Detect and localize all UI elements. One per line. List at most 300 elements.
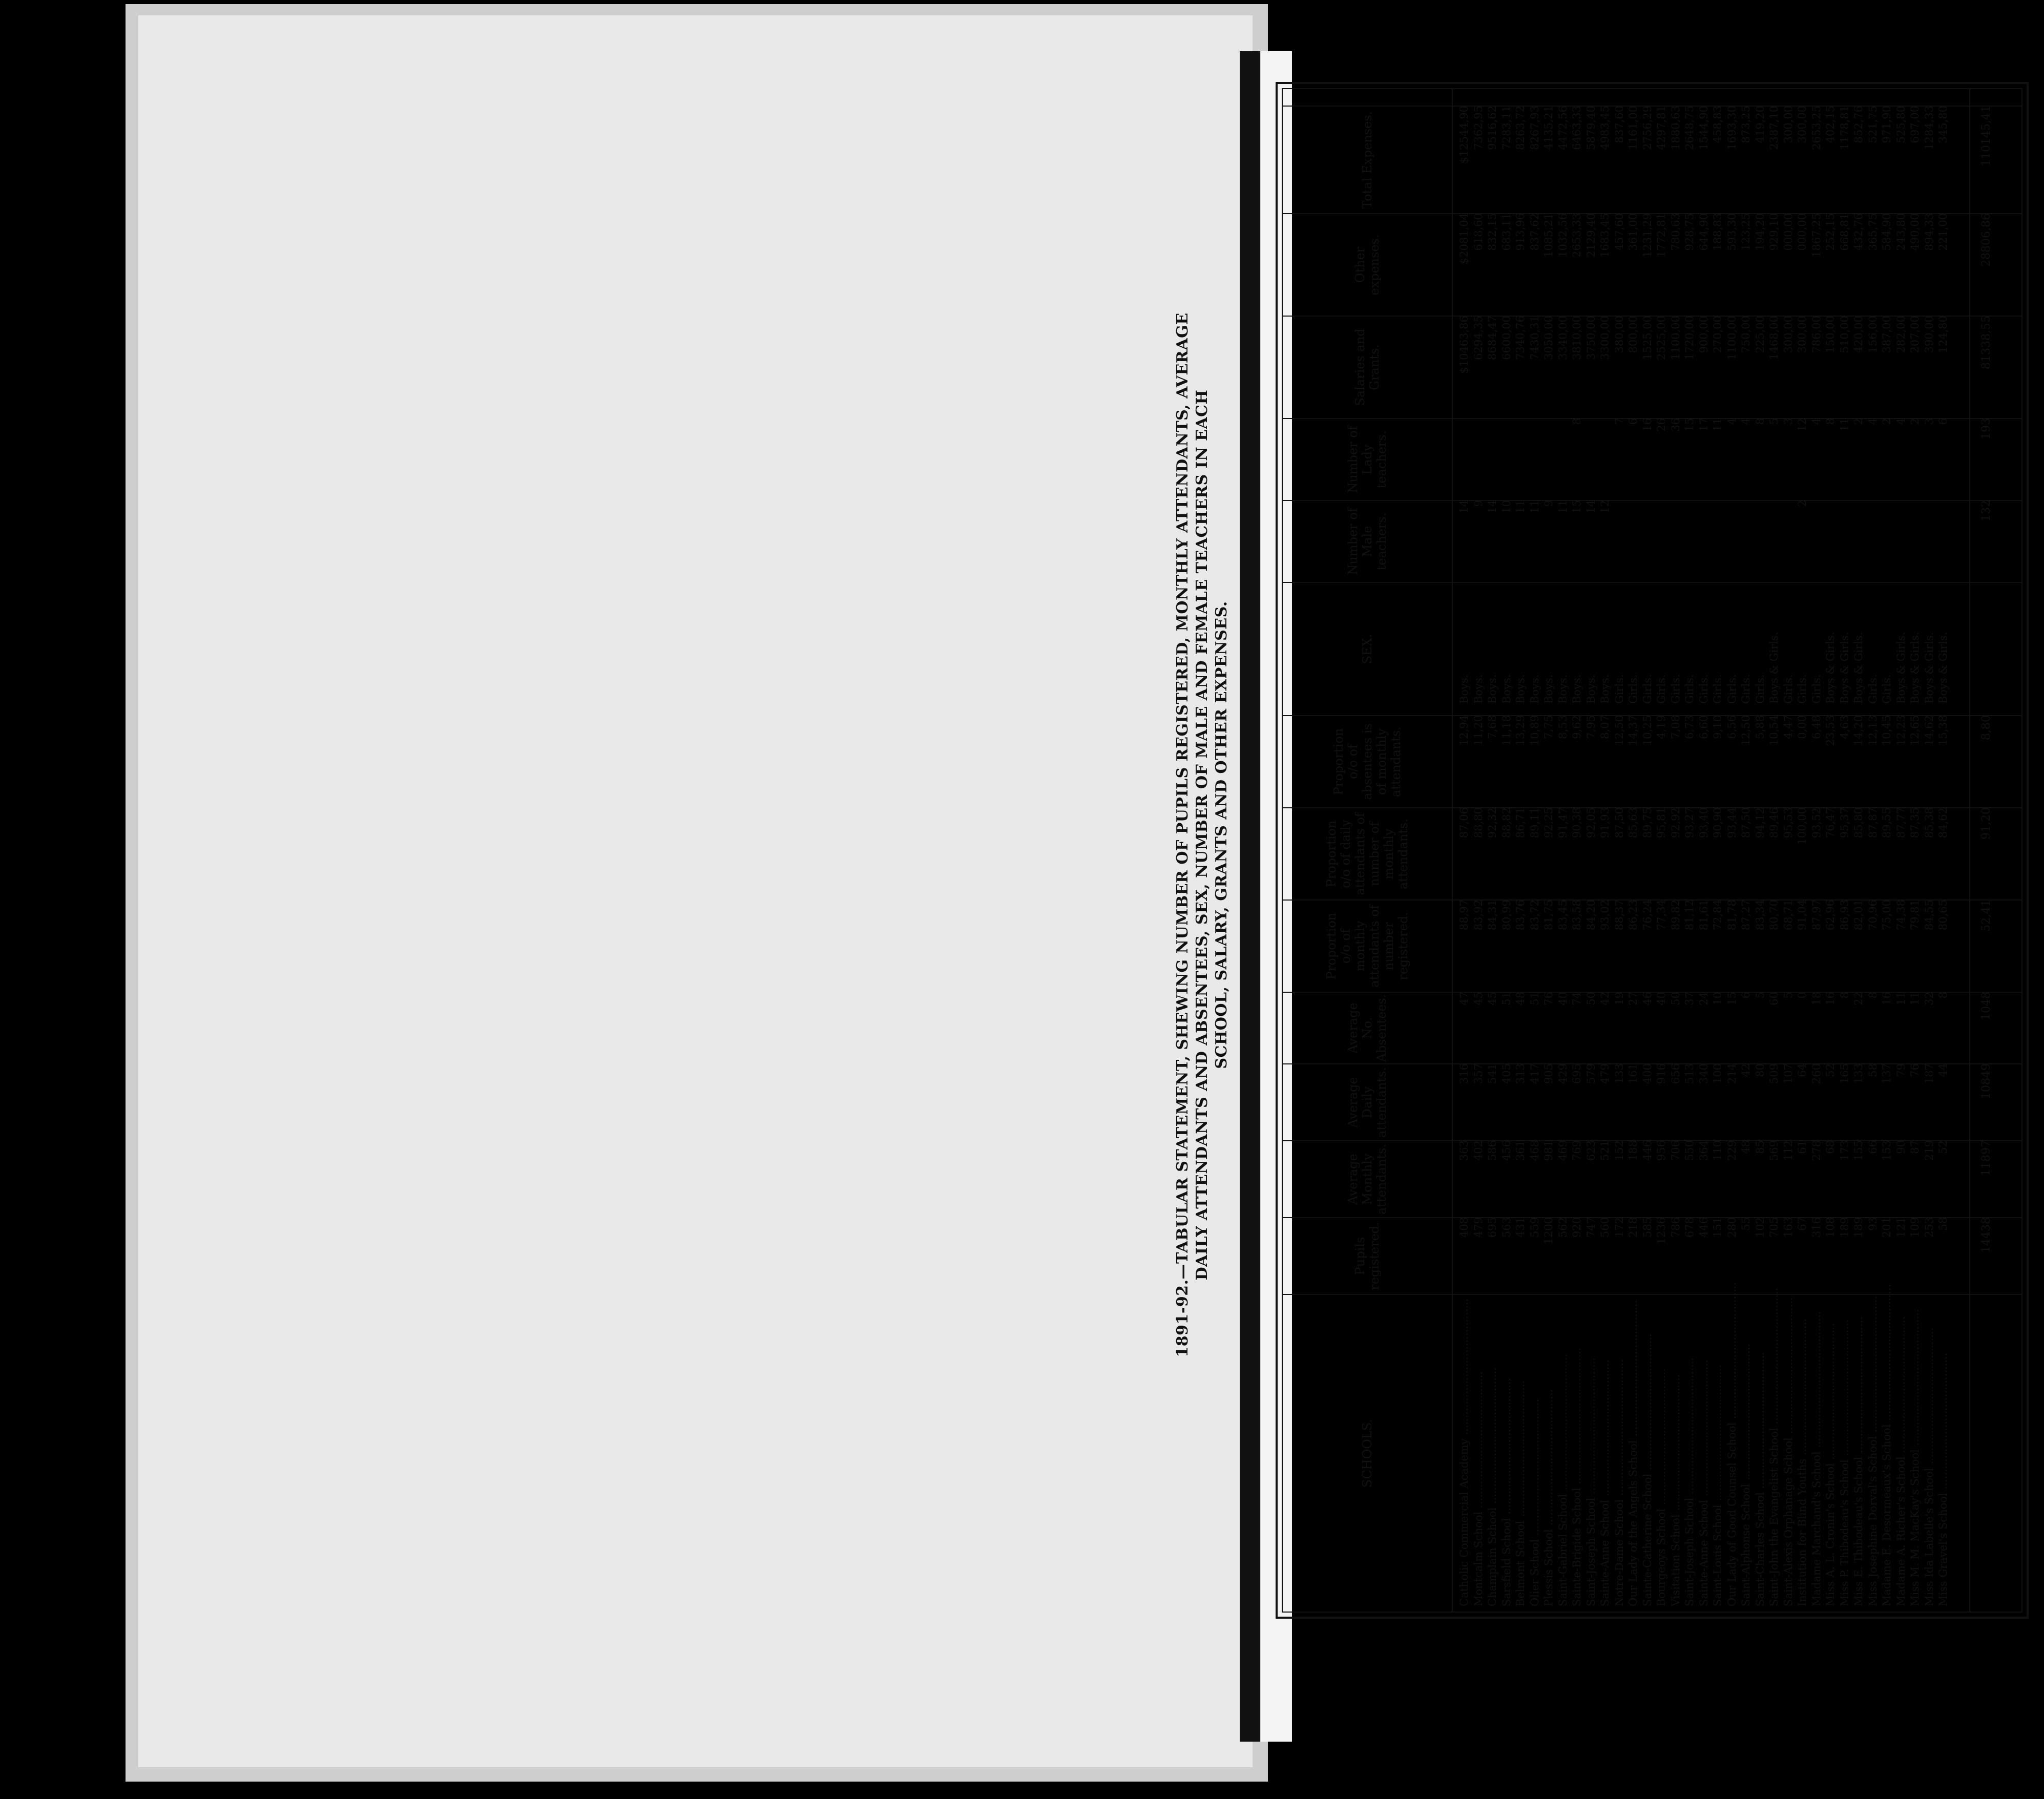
cell-p2: 88,80 (1472, 807, 1485, 839)
cell-school (1824, 1289, 1837, 1612)
leader-dots: ........................................ (1669, 1374, 1682, 1515)
cell-abs: 5 (1782, 992, 1795, 999)
cell-salary: 156,00 (1866, 316, 1879, 353)
cell-sex: Boys. (1584, 674, 1597, 704)
cell-other: 780,63 (1669, 213, 1682, 251)
cell-reg: 1236 (1655, 1217, 1667, 1245)
cell-lady: 7 (1613, 418, 1625, 425)
cell-male (1683, 493, 1696, 582)
cell-lady (1585, 411, 1597, 500)
cell-school (1641, 1289, 1654, 1612)
cell-p3: 9,62 (1571, 715, 1583, 739)
cell-school (1514, 1289, 1527, 1612)
cell-salary: 150,00 (1824, 316, 1837, 353)
leader-dots: ........................................ (1514, 1380, 1527, 1521)
cell-p3: 10,45 (1881, 715, 1893, 746)
leader-dots: ........................................ (1909, 1309, 1921, 1450)
cell-salary: 1100,00 (1725, 316, 1738, 360)
cell-salary: 380,00 (1613, 316, 1625, 353)
cell-p2: 85,80 (1852, 807, 1865, 839)
total-salary: 81338,55 (1980, 316, 1993, 369)
cell-total: 419,20 (1754, 106, 1766, 143)
cell-lady (1542, 411, 1555, 500)
leader-dots: ........................................ (1725, 1282, 1738, 1423)
school-name: Our Lady of Good Counsel School (1725, 1422, 1738, 1606)
header-sex: SEX. (1283, 582, 1452, 715)
cell-salary: 207,00 (1909, 316, 1921, 353)
cell-p3: 7,08 (1669, 715, 1682, 739)
cell-total: 8267,93 (1528, 106, 1541, 150)
cell-sex: Boys. (1571, 674, 1583, 704)
cell-monthly: 188 (1627, 1140, 1639, 1161)
title-line-1: 1891-92.—TABULAR STATEMENT, SHEWING NUMBER OF PUPILS REGISTERED, MONTHLY ATTENDANTS, AVERAGE (1174, 312, 1192, 1357)
cell-p2: 87,77 (1894, 807, 1907, 839)
cell-reg: 189 (1852, 1217, 1865, 1238)
cell-total: 7283,11 (1500, 106, 1513, 150)
cell-p3: 0,00 (1796, 715, 1808, 739)
school-name: Sainte-Anne School (1697, 1499, 1710, 1606)
cell-total: 5879,40 (1584, 106, 1597, 150)
cell-reg: 1200 (1542, 1217, 1555, 1245)
leader-dots: ........................................ (1894, 1316, 1907, 1457)
cell-p1: 91,04 (1796, 899, 1808, 931)
leader-dots: ........................................ (1852, 1316, 1865, 1457)
statistics-table (1276, 82, 2029, 1619)
cell-monthly: 402 (1472, 1140, 1485, 1161)
cell-daily: 316 (1458, 1063, 1470, 1084)
cell-salary: 6600,00 (1500, 316, 1513, 360)
total-p2: 91,20 (1980, 807, 1993, 840)
cell-p2: 92,92 (1669, 807, 1682, 839)
cell-other: 644,90 (1697, 213, 1710, 251)
school-name: Saint-Joseph School (1683, 1497, 1696, 1606)
cell-male (1768, 493, 1780, 582)
school-name: Madame A. Richer's School (1894, 1456, 1907, 1606)
cell-lady: 11 (1712, 418, 1724, 432)
header-lady: Number of Lady teachers. (1283, 418, 1452, 500)
cell-lady: 16 (1641, 418, 1654, 432)
school-name: Saint-Alphonse School (1740, 1483, 1752, 1606)
cell-lady: 26 (1655, 418, 1667, 432)
school-name: Plessis School (1542, 1529, 1555, 1606)
cell-p3: 12,23 (1894, 715, 1907, 746)
cell-school (1768, 1289, 1780, 1612)
cell-daily: 579 (1584, 1063, 1597, 1084)
cell-sex: Boys. (1556, 674, 1569, 704)
cell-abs: 51 (1500, 992, 1513, 1006)
cell-sex: Boys & Girls. (1923, 632, 1935, 704)
leader-dots: ........................................ (1754, 1352, 1766, 1492)
title-line-3: SCHOOL, SALARY, GRANTS AND OTHER EXPENSES. (1213, 601, 1230, 1069)
cell-school (1627, 1289, 1639, 1612)
cell-reg: 920 (1571, 1217, 1583, 1238)
cell-p2: 92,25 (1542, 807, 1555, 839)
leader-dots: ........................................ (1655, 1368, 1667, 1509)
header-abs: Average No. Absentees. (1283, 992, 1452, 1063)
leader-dots: ........................................ (1768, 1287, 1780, 1428)
cell-sex: Boys. (1542, 674, 1555, 704)
cell-monthly: 61 (1796, 1140, 1808, 1154)
cell-daily: 656 (1669, 1063, 1682, 1084)
cell-daily: 214 (1725, 1063, 1738, 1084)
cell-abs: 16 (1881, 992, 1893, 1006)
cell-total: 2756,29 (1641, 106, 1654, 150)
cell-lady: 2 (1909, 418, 1921, 425)
table-inner-border (1282, 88, 2022, 1613)
cell-sex: Boys. (1486, 674, 1498, 704)
cell-male: 15 (1571, 500, 1583, 514)
cell-monthly: 85 (1754, 1140, 1766, 1154)
cell-abs: 40 (1655, 992, 1667, 1006)
cell-salary: 3340,00 (1556, 316, 1569, 360)
cell-total: 2653,25 (1810, 106, 1823, 150)
cell-p3: 12,50 (1740, 715, 1752, 746)
cell-salary: 6294,35 (1472, 316, 1485, 360)
leader-dots: ........................................ (1923, 1327, 1935, 1468)
cell-daily: 58 (1866, 1063, 1879, 1077)
cell-p1: 83,34 (1754, 899, 1766, 931)
cell-total: 521,75 (1866, 106, 1879, 143)
cell-p1: 84,20 (1584, 899, 1597, 931)
cell-other: 593,30 (1725, 213, 1738, 251)
school-name: Miss Gravel's School (1937, 1493, 1949, 1606)
leader-dots: ........................................ (1824, 1323, 1837, 1463)
cell-other: $2081,04 (1458, 213, 1470, 265)
cell-reg: 431 (1514, 1217, 1527, 1238)
cell-school (1740, 1289, 1752, 1612)
cell-p2: 90,38 (1571, 807, 1583, 839)
cell-p3: 10,54 (1768, 715, 1780, 746)
total-reg: 14438 (1980, 1217, 1993, 1253)
leader-dots: ........................................ (1881, 1284, 1893, 1425)
cell-salary: 270,00 (1712, 316, 1724, 353)
cell-lady: 6 (1627, 418, 1639, 425)
cell-salary: 387,00 (1881, 316, 1893, 353)
cell-salary: 1100,00 (1669, 316, 1682, 360)
total-p1: 52,41 (1980, 899, 1993, 932)
cell-daily: 513 (1683, 1063, 1696, 1084)
cell-p3: 4,63 (1838, 715, 1851, 739)
cell-total: 4983,45 (1599, 106, 1611, 150)
cell-total: 300,00 (1782, 106, 1795, 143)
cell-salary: 300,00 (1782, 316, 1795, 353)
cell-lady: 4 (1810, 418, 1823, 425)
cell-lady: 4 (1725, 418, 1738, 425)
cell-daily: 695 (1571, 1063, 1583, 1084)
cell-monthly: 66 (1866, 1140, 1879, 1154)
cell-monthly: 981 (1542, 1140, 1555, 1161)
cell-school (1839, 1289, 1851, 1612)
cell-school (1557, 1289, 1569, 1612)
cell-abs: 11 (1909, 992, 1921, 1006)
cell-other: 929,10 (1768, 213, 1780, 251)
cell-p2: 89,46 (1768, 807, 1780, 839)
cell-other: 252,15 (1824, 213, 1837, 251)
cell-male (1754, 493, 1766, 582)
leader-dots: ........................................ (1571, 1347, 1583, 1488)
cell-abs: 47 (1458, 992, 1470, 1006)
cell-p2: 89,55 (1881, 807, 1893, 839)
cell-sex: Girls. (1712, 674, 1724, 704)
cell-monthly: 68 (1824, 1140, 1837, 1154)
cell-salary: 3750,00 (1584, 316, 1597, 360)
school-name: Miss A. L. Cronin's School (1824, 1463, 1837, 1606)
cell-sex: Girls. (1613, 674, 1625, 704)
cell-abs: 60 (1768, 992, 1780, 1006)
leader-dots: ........................................ (1627, 1300, 1639, 1440)
cell-lady: 8 (1824, 418, 1837, 425)
cell-p2: 76,47 (1824, 807, 1837, 839)
cell-male (1670, 493, 1682, 582)
cell-lady: 12 (1796, 418, 1808, 432)
table-header (1283, 89, 1453, 1612)
cell-daily: 42 (1740, 1063, 1752, 1077)
cell-sex: Girls. (1754, 674, 1766, 704)
cell-monthly: 456 (1500, 1140, 1513, 1161)
cell-sex: Boys & Girls. (1824, 632, 1837, 704)
cell-p2: 95,53 (1782, 807, 1795, 839)
cell-monthly: 48 (1740, 1140, 1752, 1154)
cell-p3: 14,20 (1852, 715, 1865, 746)
cell-salary: 900,00 (1697, 316, 1710, 353)
cell-other: 837,62 (1528, 213, 1541, 251)
cell-p3: 7,68 (1486, 715, 1498, 739)
total-male: 132 (1980, 500, 1993, 521)
header-daily: Average Daily attendants. (1283, 1063, 1452, 1140)
cell-reg: 560 (1599, 1217, 1611, 1238)
cell-monthly: 569 (1768, 1140, 1780, 1161)
cell-total: 8263,72 (1514, 106, 1527, 150)
cell-other: 584,90 (1881, 213, 1893, 251)
cell-other: 618,60 (1472, 213, 1485, 251)
cell-monthly: 623 (1584, 1140, 1597, 1161)
cell-male (1937, 493, 1949, 582)
cell-daily: 405 (1500, 1063, 1513, 1084)
cell-p3: 7,75 (1542, 715, 1555, 739)
cell-salary: 7340,76 (1514, 316, 1527, 360)
cell-other: 365,75 (1866, 213, 1879, 251)
cell-daily: 509 (1768, 1063, 1780, 1084)
cell-abs: 27 (1627, 992, 1639, 1006)
cell-other: 000,00 (1796, 213, 1808, 251)
cell-school (1754, 1289, 1766, 1612)
cell-lady: 11 (1838, 418, 1851, 432)
cell-p1: 86,23 (1627, 899, 1639, 931)
cell-school (1867, 1289, 1879, 1612)
cell-monthly: 155 (1852, 1140, 1865, 1161)
cell-lady: 4 (1740, 418, 1752, 425)
cell-abs: 40 (1556, 992, 1569, 1006)
cell-reg: 67 (1796, 1217, 1808, 1231)
cell-male (1613, 493, 1625, 582)
cell-lady: 3 (1923, 418, 1935, 425)
cell-reg: 479 (1472, 1217, 1485, 1238)
cell-p2: 91,93 (1599, 807, 1611, 839)
leader-dots: ........................................ (1641, 1333, 1654, 1474)
cell-reg: 58 (1937, 1217, 1949, 1231)
cell-monthly: 446 (1641, 1140, 1654, 1161)
cell-other: 123,25 (1740, 213, 1752, 251)
cell-daily: 541 (1486, 1063, 1498, 1084)
cell-p3: 23,53 (1824, 715, 1837, 746)
cell-lady: 3 (1782, 418, 1795, 425)
cell-male (1782, 493, 1795, 582)
cell-lady: 4 (1894, 418, 1907, 425)
cell-monthly: 361 (1514, 1140, 1527, 1161)
cell-abs: 8 (1866, 992, 1879, 999)
cell-lady: 2 (1881, 418, 1893, 425)
cell-sex: Boys. (1458, 674, 1470, 704)
cell-total: 525,80 (1894, 106, 1907, 143)
total-total: 110145,41 (1980, 106, 1993, 166)
header-reg: Pupils registered. (1283, 1217, 1452, 1294)
cell-lady (1472, 411, 1485, 500)
cell-reg: 408 (1458, 1217, 1470, 1238)
cell-male: 11 (1528, 500, 1541, 514)
cell-other: 668,81 (1838, 213, 1851, 251)
cell-lady (1500, 411, 1513, 500)
cell-sex: Girls. (1782, 674, 1795, 704)
cell-monthly: 90 (1894, 1140, 1907, 1154)
school-name: Miss Josephine Dorval's School (1866, 1436, 1879, 1606)
leader-dots: ........................................ (1584, 1357, 1597, 1498)
cell-reg: 109 (1909, 1217, 1921, 1238)
total-abs: 1048 (1980, 992, 1993, 1020)
cell-daily: 417 (1528, 1063, 1541, 1084)
cell-abs: 32 (1923, 992, 1935, 1006)
cell-abs: 19 (1613, 992, 1625, 1006)
cell-p2: 95,81 (1655, 807, 1667, 839)
school-name: Sainte-Anne School (1599, 1499, 1611, 1606)
cell-reg: 563 (1500, 1217, 1513, 1238)
cell-abs: 50 (1669, 992, 1682, 1006)
header-total: Total Expenses. (1283, 106, 1452, 213)
cell-other: 2653,33 (1571, 213, 1583, 258)
cell-total: 345,80 (1937, 106, 1949, 143)
cell-other: 243,80 (1894, 213, 1907, 251)
cell-p1: 70,96 (1866, 899, 1879, 931)
cell-p2: 87,06 (1458, 807, 1470, 839)
cell-salary: 300,00 (1796, 316, 1808, 353)
cell-male (1824, 493, 1837, 582)
cell-school (1542, 1289, 1555, 1612)
cell-male (1627, 493, 1639, 582)
school-name: Sarsfield School (1500, 1518, 1513, 1606)
cell-p2: 85,63 (1627, 807, 1639, 839)
cell-daily: 187 (1923, 1063, 1935, 1084)
cell-p1: 72,84 (1712, 899, 1724, 931)
cell-daily: 905 (1542, 1063, 1555, 1084)
total-sex (1979, 571, 1994, 715)
cell-monthly: 469 (1556, 1140, 1569, 1161)
cell-salary: 1525,00 (1641, 316, 1654, 360)
cell-sex: Boys & Girls. (1937, 632, 1949, 704)
cell-p1: 74,38 (1894, 899, 1907, 931)
cell-total: $12544,90 (1458, 106, 1470, 164)
cell-daily: 137 (1881, 1063, 1893, 1084)
cell-p1: 81,61 (1697, 899, 1710, 931)
cell-sex: Girls. (1697, 674, 1710, 704)
cell-p1: 88,37 (1613, 899, 1625, 931)
cell-p3: 7,95 (1584, 715, 1597, 739)
cell-reg: 747 (1584, 1217, 1597, 1238)
cell-p3: 12,13 (1866, 715, 1879, 746)
cell-reg: 163 (1782, 1217, 1795, 1238)
cell-school (1599, 1289, 1611, 1612)
cell-school (1472, 1289, 1485, 1612)
cell-p3: 12,65 (1909, 715, 1921, 746)
cell-total: 1178,81 (1838, 106, 1851, 150)
leader-dots: ........................................ (1500, 1377, 1513, 1518)
cell-abs: 51 (1528, 992, 1541, 1006)
cell-daily: 52 (1824, 1063, 1837, 1077)
cell-sex: Boys. (1472, 674, 1485, 704)
document-page (138, 15, 1253, 1767)
cell-daily: 165 (1838, 1063, 1851, 1084)
cell-salary: 750,00 (1740, 316, 1752, 353)
leader-dots: ........................................ (1782, 1297, 1795, 1437)
rotated-content (1173, 15, 2044, 1655)
cell-sex: Girls. (1641, 674, 1654, 704)
cell-reg: 585 (1641, 1217, 1654, 1238)
cell-monthly: 521 (1599, 1140, 1611, 1161)
cell-school (1725, 1282, 1738, 1612)
cell-abs: 16 (1824, 992, 1837, 1006)
cell-other: 1867,25 (1810, 213, 1823, 258)
cell-p2: 91,47 (1556, 807, 1569, 839)
cell-abs: 0 (1796, 992, 1808, 999)
cell-total: 1544,90 (1697, 106, 1710, 150)
cell-other: 000,00 (1782, 213, 1795, 251)
leader-dots: ........................................ (1486, 1367, 1498, 1508)
cell-p1: 79,81 (1909, 899, 1921, 931)
leader-dots: ........................................ (1613, 1359, 1625, 1499)
cell-school (1670, 1289, 1682, 1612)
total-lady: 193 (1980, 418, 1993, 440)
cell-sex: Girls. (1740, 674, 1752, 704)
cell-male (1810, 493, 1823, 582)
school-name: Visitation School (1669, 1514, 1682, 1606)
cell-total: 4135,21 (1542, 106, 1555, 150)
cell-total: 300,00 (1796, 106, 1808, 143)
cell-male: 12 (1599, 500, 1611, 514)
cell-abs: 46 (1641, 992, 1654, 1006)
cell-other: 1085,21 (1542, 213, 1555, 258)
cell-p2: 89,75 (1641, 807, 1654, 839)
cell-p1: 81,75 (1542, 899, 1555, 931)
cell-school (1712, 1289, 1724, 1612)
cell-male: 2 (1796, 500, 1808, 507)
cell-p1: 81,78 (1725, 899, 1738, 931)
school-name: Saint-Louis School (1712, 1504, 1724, 1606)
cell-p3: 10,25 (1641, 715, 1654, 746)
cell-total: 1880,63 (1669, 106, 1682, 150)
cell-p1: 83,76 (1514, 899, 1527, 931)
cell-p3: 6,48 (1810, 715, 1823, 739)
cell-p1: 68,71 (1782, 899, 1795, 931)
cell-salary: 390,00 (1923, 316, 1935, 353)
cell-abs: 76 (1542, 992, 1555, 1006)
cell-salary: 1720,00 (1683, 316, 1696, 360)
cell-reg: 695 (1486, 1217, 1498, 1238)
cell-monthly: 52 (1937, 1140, 1949, 1154)
cell-p3: 12,50 (1613, 715, 1625, 746)
cell-daily: 479 (1599, 1063, 1611, 1084)
leader-dots: ........................................ (1740, 1344, 1752, 1484)
cell-total: 1693,30 (1725, 106, 1738, 150)
cell-p3: 15,38 (1937, 715, 1949, 746)
cell-p3: 14,37 (1627, 715, 1639, 746)
